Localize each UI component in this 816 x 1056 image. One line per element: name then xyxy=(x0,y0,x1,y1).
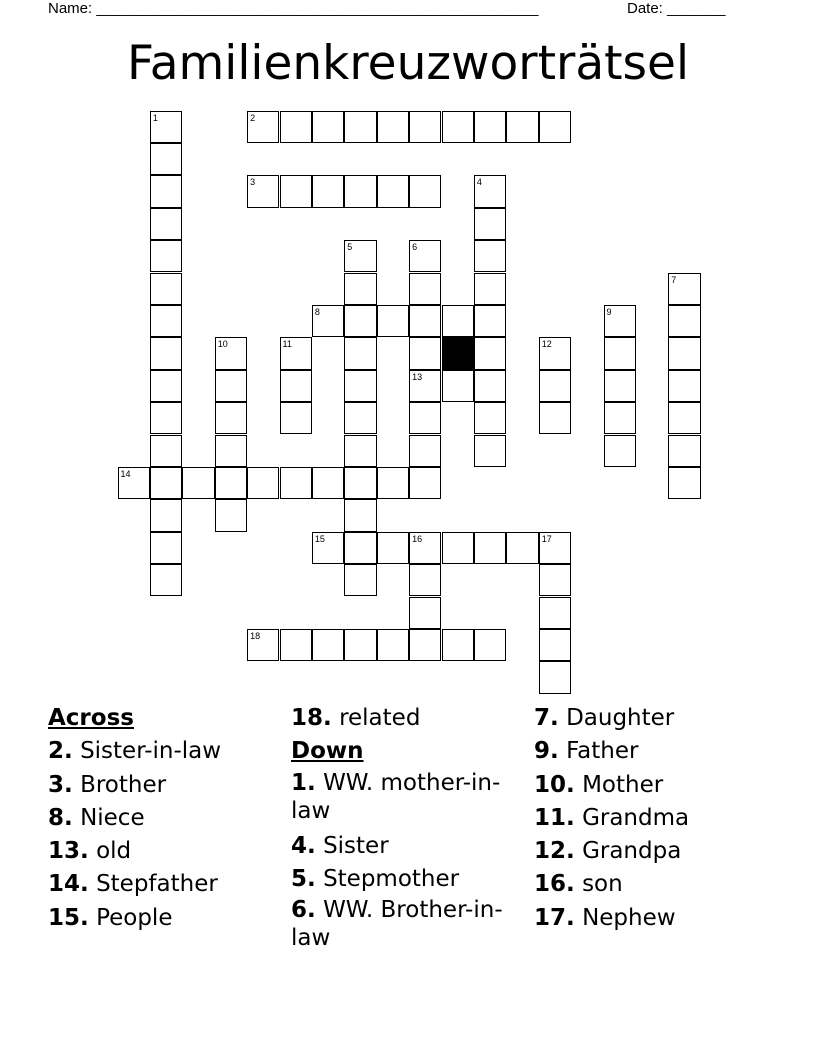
cell-number: 18 xyxy=(250,630,261,641)
crossword-cell[interactable] xyxy=(280,111,312,143)
crossword-cell[interactable] xyxy=(344,629,376,661)
crossword-cell[interactable] xyxy=(344,532,376,564)
crossword-cell[interactable] xyxy=(150,240,182,272)
crossword-cell[interactable] xyxy=(668,305,700,337)
crossword-cell[interactable] xyxy=(409,435,441,467)
crossword-cell[interactable] xyxy=(409,175,441,207)
crossword-cell[interactable] xyxy=(539,564,571,596)
name-field[interactable]: Name: _____________________________________________________ xyxy=(48,0,539,17)
down-clue: 11. Grandma xyxy=(534,804,690,831)
page-title: Familienkreuzworträtsel xyxy=(126,36,690,91)
crossword-cell[interactable] xyxy=(506,532,538,564)
crossword-cell[interactable] xyxy=(409,273,441,305)
down-clue: 10. Mother xyxy=(534,771,664,798)
crossword-cell[interactable] xyxy=(280,467,312,499)
crossword-cell[interactable] xyxy=(474,402,506,434)
crossword-cell[interactable] xyxy=(280,402,312,434)
crossword-cell[interactable] xyxy=(474,240,506,272)
across-clue: 15. People xyxy=(48,904,173,931)
clue-column-1 xyxy=(48,702,288,935)
crossword-cell[interactable] xyxy=(280,370,312,402)
crossword-cell[interactable] xyxy=(409,305,441,337)
crossword-cell[interactable] xyxy=(377,532,409,564)
crossword-cell[interactable] xyxy=(377,629,409,661)
crossword-cell[interactable] xyxy=(539,629,571,661)
crossword-cell[interactable] xyxy=(539,370,571,402)
down-clue: 12. Grandpa xyxy=(534,838,682,865)
crossword-cell[interactable] xyxy=(539,111,571,143)
crossword-cell[interactable] xyxy=(409,402,441,434)
crossword-cell[interactable] xyxy=(344,370,376,402)
crossword-cell[interactable] xyxy=(344,564,376,596)
down-clue: 9. Father xyxy=(534,738,639,765)
crossword-cell[interactable] xyxy=(409,597,441,629)
crossword-cell[interactable] xyxy=(280,629,312,661)
crossword-cell[interactable] xyxy=(344,175,376,207)
crossword-cell[interactable] xyxy=(604,435,636,467)
crossword-cell[interactable] xyxy=(668,337,700,369)
crossword-cell[interactable] xyxy=(215,435,247,467)
crossword-cell[interactable] xyxy=(150,175,182,207)
crossword-cell[interactable] xyxy=(150,273,182,305)
cell-number: 9 xyxy=(606,306,612,317)
crossword-cell[interactable] xyxy=(539,402,571,434)
crossword-cell[interactable] xyxy=(150,337,182,369)
across-clue: 8. Niece xyxy=(48,804,145,831)
crossword-cell[interactable] xyxy=(442,532,474,564)
crossword-cell[interactable] xyxy=(344,402,376,434)
crossword-cell[interactable] xyxy=(150,143,182,175)
crossword-cell[interactable] xyxy=(409,629,441,661)
crossword-cell[interactable] xyxy=(344,467,376,499)
cell-number: 2 xyxy=(250,112,256,123)
crossword-cell[interactable] xyxy=(377,175,409,207)
down-clue: 16. son xyxy=(534,871,623,898)
crossword-cell[interactable] xyxy=(409,337,441,369)
crossword-cell[interactable] xyxy=(344,435,376,467)
crossword-cell[interactable] xyxy=(474,111,506,143)
down-clue: 7. Daughter xyxy=(534,705,675,731)
across-clue: 2. Sister-in-law xyxy=(48,738,222,765)
crossword-cell[interactable] xyxy=(539,661,571,693)
crossword-cell[interactable] xyxy=(344,499,376,531)
crossword-cell[interactable] xyxy=(474,370,506,402)
crossword-cell[interactable] xyxy=(150,564,182,596)
crossword-block-cell xyxy=(442,337,474,369)
crossword-cell[interactable] xyxy=(150,305,182,337)
down-clue: 4. Sister xyxy=(291,832,389,859)
crossword-cell[interactable] xyxy=(474,305,506,337)
across-clue: 14. Stepfather xyxy=(48,871,218,898)
crossword-cell[interactable] xyxy=(150,532,182,564)
crossword-cell[interactable] xyxy=(604,402,636,434)
crossword-cell[interactable] xyxy=(539,597,571,629)
crossword-cell[interactable] xyxy=(312,629,344,661)
crossword-cell[interactable] xyxy=(344,111,376,143)
crossword-cell[interactable] xyxy=(409,467,441,499)
crossword-cell[interactable] xyxy=(668,435,700,467)
down-clue: 1. WW. mother-in-law xyxy=(291,769,501,824)
crossword-cell[interactable] xyxy=(312,111,344,143)
cell-number: 15 xyxy=(314,533,325,544)
cell-number: 11 xyxy=(282,339,292,350)
cell-number: 5 xyxy=(347,242,353,253)
crossword-cell[interactable] xyxy=(215,402,247,434)
crossword-cell[interactable] xyxy=(377,111,409,143)
crossword-cell[interactable] xyxy=(474,532,506,564)
crossword-cell[interactable] xyxy=(474,629,506,661)
crossword-cell[interactable] xyxy=(442,111,474,143)
crossword-cell[interactable] xyxy=(474,337,506,369)
crossword-cell[interactable] xyxy=(247,467,279,499)
crossword-cell[interactable] xyxy=(668,370,700,402)
across-heading: Across xyxy=(48,705,134,731)
crossword-cell[interactable] xyxy=(409,564,441,596)
cell-number: 1 xyxy=(152,112,158,123)
crossword-cell[interactable] xyxy=(150,499,182,531)
crossword-cell[interactable] xyxy=(442,305,474,337)
crossword-cell[interactable] xyxy=(150,208,182,240)
crossword-cell[interactable] xyxy=(668,467,700,499)
down-heading: Down xyxy=(291,738,364,765)
crossword-cell[interactable] xyxy=(442,629,474,661)
crossword-cell[interactable] xyxy=(344,305,376,337)
crossword-cell[interactable] xyxy=(474,208,506,240)
cell-number: 14 xyxy=(120,468,131,479)
crossword-cell[interactable] xyxy=(377,467,409,499)
cell-number: 4 xyxy=(476,177,482,188)
crossword-cell[interactable] xyxy=(344,273,376,305)
cell-number: 6 xyxy=(412,242,418,253)
cell-number: 8 xyxy=(314,306,320,317)
crossword-cell[interactable] xyxy=(506,111,538,143)
crossword-cell[interactable] xyxy=(150,435,182,467)
crossword-cell[interactable] xyxy=(150,402,182,434)
crossword-cell[interactable] xyxy=(182,467,214,499)
down-clue: 5. Stepmother xyxy=(291,865,460,892)
down-clue: 17. Nephew xyxy=(534,904,676,931)
cell-number: 10 xyxy=(217,339,228,350)
crossword-cell[interactable] xyxy=(150,370,182,402)
crossword-cell[interactable] xyxy=(215,467,247,499)
clue-column-2 xyxy=(291,702,531,952)
across-clue: 3. Brother xyxy=(48,771,167,798)
crossword-cell[interactable] xyxy=(215,370,247,402)
cell-number: 16 xyxy=(412,533,423,544)
down-clue: 6. WW. Brother-in-law xyxy=(291,897,503,952)
cell-number: 12 xyxy=(541,339,552,350)
cell-number: 17 xyxy=(541,533,552,544)
cell-number: 13 xyxy=(412,371,423,382)
crossword-cell[interactable] xyxy=(409,111,441,143)
clue-column-3 xyxy=(534,702,774,935)
crossword-cell[interactable] xyxy=(312,175,344,207)
crossword-cell[interactable] xyxy=(474,273,506,305)
crossword-cell[interactable] xyxy=(377,305,409,337)
crossword-cell[interactable] xyxy=(280,175,312,207)
crossword-cell[interactable] xyxy=(150,467,182,499)
across-clue: 13. old xyxy=(48,838,132,865)
crossword-cell[interactable] xyxy=(312,467,344,499)
cell-number: 3 xyxy=(250,177,256,188)
crossword-cell[interactable] xyxy=(604,370,636,402)
date-field[interactable]: Date: _______ xyxy=(627,0,726,17)
across-clue: 18. related xyxy=(291,705,421,731)
crossword-cell[interactable] xyxy=(668,402,700,434)
crossword-cell[interactable] xyxy=(344,337,376,369)
crossword-cell[interactable] xyxy=(215,499,247,531)
crossword-cell[interactable] xyxy=(442,370,474,402)
cell-number: 7 xyxy=(671,274,677,285)
crossword-cell[interactable] xyxy=(474,435,506,467)
crossword-cell[interactable] xyxy=(604,337,636,369)
